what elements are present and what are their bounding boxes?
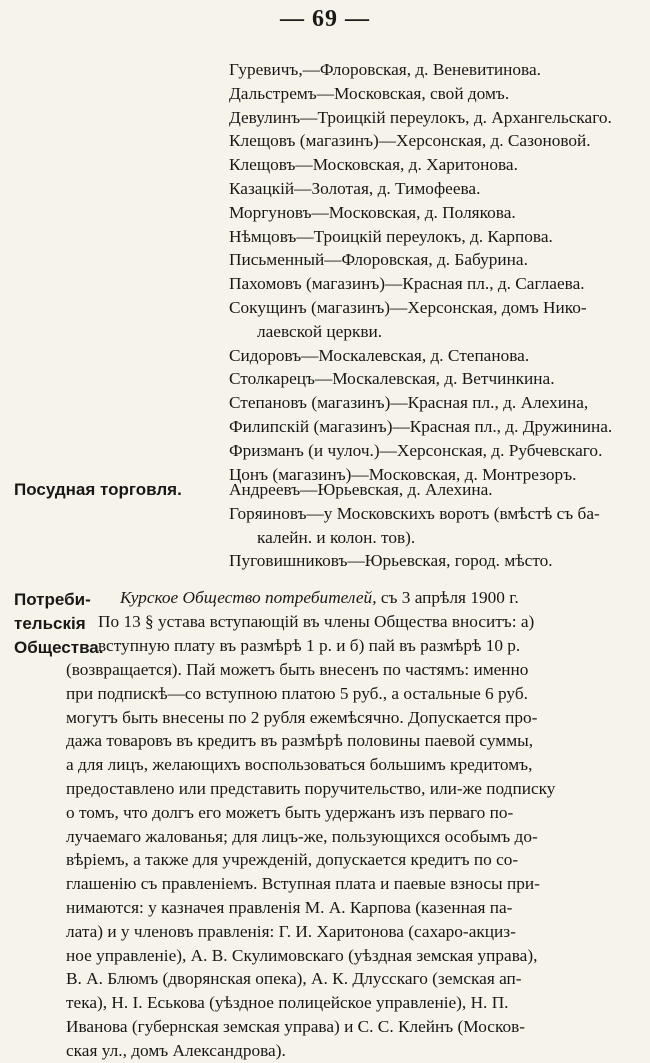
list-item: Горяиновъ—у Московскихъ воротъ (вмѣстѣ съ ба- xyxy=(229,503,600,523)
list-item: Андреевъ—Юрьевская, д. Алехина. xyxy=(229,480,493,499)
list-item: Пуговишниковъ—Юрьевская, город. мѣсто. xyxy=(229,551,553,571)
paragraph-line: нимаются: у казначея правленія М. А. Карпова (казенная па- xyxy=(66,897,513,917)
section-heading-society xyxy=(14,588,103,659)
list-item: Дальстремъ—Московская, свой домъ. xyxy=(229,83,510,103)
list-item: Сокущинъ (магазинъ)—Херсонская, домъ Нико- xyxy=(229,297,587,317)
paragraph-line: вѣріемъ, а также для учрежденій, допускается кредитъ по со- xyxy=(66,850,519,870)
paragraph-line: тека), Н. І. Еськова (уѣздное полицейское управленіе), Н. П. xyxy=(66,993,509,1013)
list-item: Письменный—Флоровская, д. Бабурина. xyxy=(229,250,528,270)
side-heading-line: Потреби- xyxy=(14,590,91,609)
paragraph-line: а для лицъ, желающихъ воспользоваться большимъ кредитомъ, xyxy=(66,755,533,775)
section-heading-posuda: Посудная торговля. xyxy=(14,480,182,499)
list-item-continuation: калейн. и колон. тов). xyxy=(257,527,416,547)
list-item: Гуревичъ,—Флоровская, д. Веневитинова. xyxy=(229,60,541,79)
list-item: Пахомовъ (магазинъ)—Красная пл., д. Саглаева. xyxy=(229,274,585,294)
merchant-list xyxy=(229,58,639,486)
paragraph-line: при подпискѣ—со вступною платою 5 руб., а остальные 6 руб. xyxy=(66,683,528,703)
list-item: Фризманъ (и чулоч.)—Херсонская, д. Рубчевскаго. xyxy=(229,440,603,460)
paragraph-text: съ 3 апрѣля 1900 г. xyxy=(376,588,519,607)
paragraph-line: о томъ, что долгъ его можетъ быть удержанъ изъ перваго по- xyxy=(66,802,514,822)
list-item: Клещовъ—Московская, д. Харитонова. xyxy=(229,155,518,175)
paragraph-line: ное управленіе), А. В. Скулимовскаго (уѣздная земская управа), xyxy=(66,945,538,965)
side-heading-line: Общества. xyxy=(14,637,104,657)
paragraph-line: дажа товаровъ въ кредитъ въ размѣрѣ половины паевой суммы, xyxy=(66,731,534,751)
list-item: Цонъ (магазинъ)—Московская, д. Монтрезоръ. xyxy=(229,464,577,484)
list-item: Клещовъ (магазинъ)—Херсонская, д. Сазоновой. xyxy=(229,131,591,151)
paragraph-line: По 13 § устава вступающій въ члены Общества вноситъ: а) xyxy=(98,611,535,631)
list-item: Казацкій—Золотая, д. Тимофеева. xyxy=(229,178,481,198)
page-number: — 69 — xyxy=(280,6,370,32)
paragraph-line: лата) и у членовъ правленія: Г. И. Харитонова (сахаро-акциз- xyxy=(66,921,516,941)
list-item: Нѣмцовъ—Троицкій переулокъ, д. Карпова. xyxy=(229,226,553,246)
paragraph-line: Иванова (губернская земская управа) и С. С. Клейнъ (Москов- xyxy=(66,1016,526,1036)
posuda-list xyxy=(229,478,639,573)
society-body xyxy=(66,658,634,1063)
paragraph-line: ская ул., домъ Александрова). xyxy=(66,1040,286,1060)
list-item: Степановъ (магазинъ)—Красная пл., д. Алехина, xyxy=(229,393,589,413)
side-heading-line: тельскія xyxy=(14,613,86,633)
list-item: Филипскій (магазинъ)—Красная пл., д. Дружинина. xyxy=(229,416,613,436)
paragraph-line: предоставлено или представить поручительство, или-же подписку xyxy=(66,778,556,798)
paragraph-line: вступную плату въ размѣрѣ 1 р. и б) пай въ размѣрѣ 10 р. xyxy=(98,635,521,655)
paragraph-line: глашенію съ правленіемъ. Вступная плата и паевые взносы при- xyxy=(66,874,540,894)
list-item-continuation: лаевской церкви. xyxy=(257,321,383,341)
paragraph-line: лучаемаго жалованья; для лицъ-же, пользующихся особымъ до- xyxy=(66,826,538,846)
list-item: Столкарецъ—Москалевская, д. Ветчинкина. xyxy=(229,369,555,389)
paragraph-line: могутъ быть внесены по 2 рубля ежемѣсячно. Допускается про- xyxy=(66,707,538,727)
paragraph-line: (возвращается). Пай можетъ быть внесенъ по частямъ: именно xyxy=(66,660,529,679)
paragraph-line xyxy=(98,586,634,610)
list-item: Девулинъ—Троицкій переулокъ, д. Архангельскаго. xyxy=(229,107,612,127)
list-item: Моргуновъ—Московская, д. Полякова. xyxy=(229,202,516,222)
paragraph-line: В. А. Блюмъ (дворянская опека), А. К. Длусскаго (земская ап- xyxy=(66,969,522,989)
society-name: Курское Общество потребителей, xyxy=(120,588,377,607)
list-item: Сидоровъ—Москалевская, д. Степанова. xyxy=(229,345,530,365)
society-first-lines xyxy=(98,586,634,657)
